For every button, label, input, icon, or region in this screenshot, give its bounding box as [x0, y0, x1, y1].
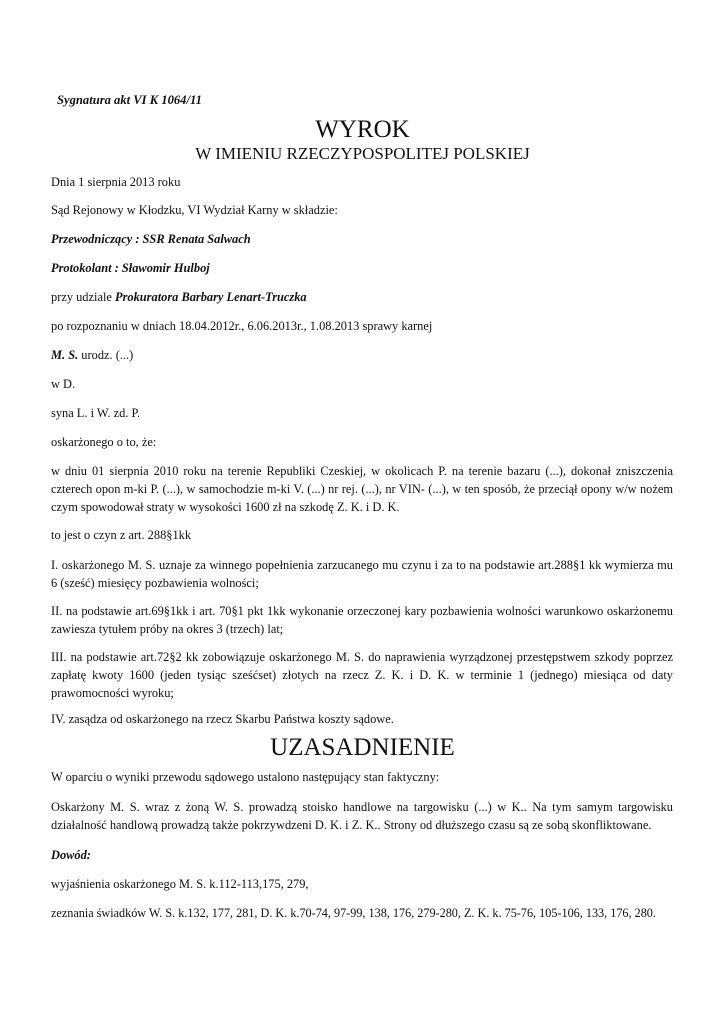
defendant-line — [51, 347, 133, 363]
document-subtitle: W IMIENIU RZECZYPOSPOLITEJ POLSKIEJ — [195, 144, 530, 163]
evidence-item: zeznania świadków W. S. k.132, 177, 281, D. K. k.70-74, 97-99, 138, 176, 279-280, Z. K. k. 75-76, 105-106, 133, 176, 280. — [51, 906, 656, 920]
evidence-item: wyjaśnienia oskarżonego M. S. k.112-113,175, 279, — [51, 877, 309, 891]
case-signature: Sygnatura akt VI K 1064/11 — [57, 93, 202, 107]
verdict-point-4: IV. zasądza od oskarżonego na rzecz Skarbu Państwa koszty sądowe. — [51, 712, 394, 726]
presiding-judge: Przewodniczący : SSR Renata Salwach — [51, 232, 251, 246]
defendant-parents: syna L. i W. zd. P. — [51, 406, 141, 420]
prosecutor-line — [51, 289, 307, 305]
justification-title: UZASADNIENIE — [270, 734, 455, 761]
document-title: WYROK — [315, 116, 410, 143]
date-line: Dnia 1 sierpnia 2013 roku — [51, 175, 181, 189]
article-line: to jest o czyn z art. 288§1kk — [51, 528, 192, 542]
facts-text: Oskarżony M. S. wraz z żoną W. S. prowadzą stoisko handlowe na targowisku (...) w K.. Na tym samym targowisku działalność handlową prowadzą także pokrzywdzeni D. K. i Z. K.. Strony od dłuższego czasu są ze sobą skonfliktowane. — [51, 800, 673, 832]
accused-of: oskarżonego o to, że: — [51, 435, 157, 449]
prosecutor-name: Prokuratora Barbary Lenart-Truczka — [115, 290, 307, 304]
defendant-born: urodz. (...) — [78, 348, 134, 362]
verdict-point-2: II. na podstawie art.69§1kk i art. 70§1 pkt 1kk wykonanie orzeczonej kary pozbawienia wolności warunkowo oskarżonemu zawiesza tytułem próby na okres 3 (trzech) lat; — [51, 604, 673, 636]
verdict-point-1: I. oskarżonego M. S. uznaje za winnego popełnienia zarzucanego mu czynu i za to na podstawie art.288§1 kk wymierza mu 6 (sześć) miesięcy pozbawienia wolności; — [51, 558, 673, 590]
verdict-point-3: III. na podstawie art.72§2 kk zobowiązuje oskarżonego M. S. do naprawienia wyrządzonej przestępstwem szkody poprzez zapłatę kwoty 1600 (jeden tysiąc sześćset) złotych na rzecz Z. K. i D. K. w terminie 1 (jednego) miesiąca od daty prawomocności wyroku; — [51, 650, 673, 700]
prosecutor-prefix: przy udziale — [51, 290, 115, 304]
defendant-name: M. S. — [51, 348, 79, 362]
defendant-place: w D. — [51, 377, 76, 391]
hearing-line: po rozpoznaniu w dniach 18.04.2012r., 6.06.2013r., 1.08.2013 sprawy karnej — [51, 319, 433, 333]
court-recorder: Protokolant : Sławomir Hulboj — [51, 261, 210, 275]
justification-intro: W oparciu o wyniki przewodu sądowego ustalono następujący stan faktyczny: — [51, 770, 440, 784]
evidence-label: Dowód: — [51, 848, 91, 862]
court-line: Sąd Rejonowy w Kłodzku, VI Wydział Karny w składzie: — [51, 203, 338, 217]
charge-text: w dniu 01 sierpnia 2010 roku na terenie Republiki Czeskiej, w okolicach P. na terenie bazaru (...), dokonał zniszczenia czterech opon m-ki P. (...), w samochodzie m-ki V. (...) nr rej. (...), nr VIN- (...), w ten sposób, że przeciął opony w/w nożem czym spowodował straty w wysokości 1600 zł na szkodę Z. K. i D. K. — [51, 464, 673, 514]
